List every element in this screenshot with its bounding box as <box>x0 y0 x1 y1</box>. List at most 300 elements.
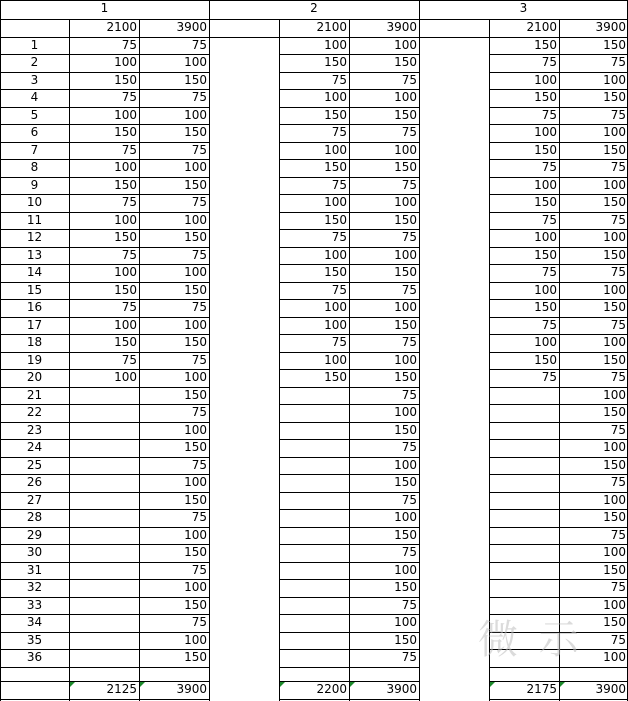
table-cell[interactable]: 100 <box>534 230 557 244</box>
table-cell[interactable]: 75 <box>610 107 626 122</box>
row-label[interactable]: 22 <box>26 405 43 419</box>
table-cell[interactable]: 100 <box>394 352 417 367</box>
table-cell[interactable] <box>489 387 559 405</box>
table-cell[interactable]: 150 <box>534 300 557 314</box>
grid-line <box>0 404 209 405</box>
grid-line <box>419 0 420 701</box>
table-cell[interactable] <box>69 474 139 492</box>
row-label[interactable]: 36 <box>26 650 43 664</box>
table-cell[interactable]: 100 <box>324 90 347 104</box>
table-cell[interactable]: 75 <box>331 230 347 244</box>
table-cell[interactable]: 150 <box>534 142 557 157</box>
table-cell[interactable]: 150 <box>394 55 417 69</box>
table-cell[interactable]: 100 <box>394 562 417 577</box>
table-cell[interactable]: 150 <box>603 562 626 577</box>
row-label[interactable]: 3 <box>30 72 39 87</box>
table-cell[interactable]: 100 <box>603 282 626 297</box>
table-cell[interactable] <box>489 457 559 475</box>
table-cell[interactable]: 150 <box>394 527 417 542</box>
table-cell[interactable]: 75 <box>191 195 207 209</box>
table-cell[interactable]: 100 <box>184 580 207 594</box>
table-cell[interactable]: 75 <box>541 160 557 174</box>
table-cell[interactable] <box>69 457 139 475</box>
table-cell[interactable]: 75 <box>401 440 417 454</box>
row-label[interactable]: 2 <box>30 55 39 69</box>
table-cell[interactable] <box>279 632 349 650</box>
table-cell[interactable]: 150 <box>534 247 557 262</box>
group-header[interactable]: 3 <box>519 1 528 15</box>
table-cell[interactable]: 150 <box>184 282 207 297</box>
table-cell[interactable] <box>279 649 349 667</box>
grid-line <box>0 649 209 650</box>
table-cell[interactable]: 75 <box>401 125 417 139</box>
table-cell[interactable]: 75 <box>191 510 207 524</box>
row-label[interactable]: 32 <box>26 580 43 594</box>
row-label[interactable]: 12 <box>26 230 43 244</box>
table-cell[interactable]: 75 <box>401 597 417 612</box>
table-cell[interactable]: 150 <box>114 230 137 244</box>
table-cell[interactable]: 75 <box>541 212 557 227</box>
table-cell[interactable]: 100 <box>184 107 207 122</box>
table-cell[interactable]: 100 <box>603 335 626 349</box>
table-cell[interactable]: 150 <box>114 335 137 349</box>
grid-line <box>0 369 209 370</box>
table-cell[interactable] <box>69 562 139 580</box>
table-cell[interactable] <box>279 544 349 562</box>
table-cell[interactable]: 150 <box>184 650 207 664</box>
grid-line <box>0 317 209 318</box>
table-cell[interactable]: 100 <box>603 650 626 664</box>
table-cell[interactable]: 75 <box>121 195 137 209</box>
table-cell[interactable] <box>489 439 559 457</box>
table-cell[interactable]: 100 <box>603 440 626 454</box>
table-cell[interactable] <box>279 457 349 475</box>
table-cell[interactable]: 100 <box>394 405 417 419</box>
grid-line <box>0 159 209 160</box>
row-label[interactable]: 7 <box>30 142 39 157</box>
total-cell[interactable]: 3900 <box>595 682 626 696</box>
table-cell[interactable] <box>69 387 139 405</box>
table-cell[interactable]: 75 <box>191 405 207 419</box>
table-cell[interactable] <box>69 579 139 597</box>
total-cell[interactable]: 2200 <box>316 682 347 696</box>
table-cell[interactable]: 100 <box>184 370 207 384</box>
table-cell[interactable] <box>279 439 349 457</box>
table-cell[interactable]: 100 <box>184 632 207 647</box>
table-cell[interactable] <box>69 439 139 457</box>
row-label[interactable]: 18 <box>26 335 43 349</box>
row-label[interactable]: 28 <box>26 510 43 524</box>
grid-line <box>0 0 1 701</box>
table-cell[interactable]: 100 <box>324 37 347 52</box>
table-cell[interactable] <box>69 544 139 562</box>
table-cell[interactable]: 150 <box>394 212 417 227</box>
error-indicator-icon <box>140 682 145 687</box>
row-label[interactable]: 10 <box>26 195 43 209</box>
table-cell[interactable]: 150 <box>324 55 347 69</box>
group-header[interactable]: 2 <box>310 1 318 15</box>
table-cell[interactable] <box>489 614 559 632</box>
grid-line <box>0 544 209 545</box>
row-label[interactable]: 13 <box>26 247 43 262</box>
table-cell[interactable]: 150 <box>184 440 207 454</box>
table-cell[interactable]: 75 <box>191 352 207 367</box>
error-indicator-icon <box>350 682 355 687</box>
column-header[interactable]: 3900 <box>176 20 207 34</box>
grid-line <box>0 422 209 423</box>
table-cell[interactable]: 100 <box>114 317 137 332</box>
table-cell[interactable]: 75 <box>191 247 207 262</box>
table-cell[interactable] <box>279 614 349 632</box>
table-cell[interactable]: 75 <box>191 615 207 629</box>
column-header[interactable]: 2100 <box>106 20 137 34</box>
table-cell[interactable] <box>279 527 349 545</box>
table-cell[interactable]: 150 <box>603 247 626 262</box>
table-cell[interactable]: 75 <box>541 107 557 122</box>
table-cell[interactable]: 150 <box>394 370 417 384</box>
table-cell[interactable] <box>489 649 559 667</box>
table-cell[interactable]: 100 <box>603 72 626 87</box>
table-cell[interactable]: 150 <box>394 475 417 489</box>
table-cell[interactable]: 150 <box>394 265 417 279</box>
table-cell[interactable]: 100 <box>603 387 626 402</box>
grid-line <box>0 37 209 38</box>
total-cell[interactable]: 2125 <box>106 682 137 696</box>
table-cell[interactable]: 75 <box>191 142 207 157</box>
table-cell[interactable] <box>279 404 349 422</box>
table-cell[interactable] <box>279 509 349 527</box>
table-cell[interactable]: 150 <box>184 72 207 87</box>
table-cell[interactable]: 150 <box>394 422 417 437</box>
row-label[interactable]: 27 <box>26 492 43 507</box>
grid-line <box>0 177 209 178</box>
table-cell[interactable]: 100 <box>394 90 417 104</box>
table-cell[interactable]: 100 <box>184 475 207 489</box>
table-cell[interactable]: 100 <box>394 300 417 314</box>
table-cell[interactable]: 100 <box>324 300 347 314</box>
row-label[interactable]: 16 <box>26 300 43 314</box>
table-cell[interactable]: 150 <box>603 352 626 367</box>
grid-line <box>139 0 140 701</box>
row-label[interactable]: 33 <box>26 597 43 612</box>
table-cell[interactable]: 100 <box>114 370 137 384</box>
table-cell[interactable]: 100 <box>184 527 207 542</box>
table-cell[interactable] <box>279 562 349 580</box>
table-cell[interactable]: 150 <box>394 160 417 174</box>
row-label[interactable]: 24 <box>26 440 43 454</box>
table-cell[interactable]: 100 <box>324 195 347 209</box>
table-cell[interactable]: 75 <box>610 212 626 227</box>
table-cell[interactable]: 75 <box>121 90 137 104</box>
table-cell[interactable]: 100 <box>394 247 417 262</box>
table-cell[interactable]: 100 <box>394 142 417 157</box>
table-cell[interactable]: 75 <box>121 142 137 157</box>
table-cell[interactable]: 75 <box>191 300 207 314</box>
table-cell[interactable]: 150 <box>324 212 347 227</box>
table-cell[interactable]: 150 <box>114 125 137 139</box>
table-cell[interactable]: 75 <box>610 370 626 384</box>
table-cell[interactable]: 100 <box>603 125 626 139</box>
table-cell[interactable]: 150 <box>184 597 207 612</box>
grid-line <box>0 299 209 300</box>
table-cell[interactable]: 150 <box>534 37 557 52</box>
table-cell[interactable] <box>489 404 559 422</box>
table-cell[interactable]: 100 <box>184 422 207 437</box>
table-cell[interactable]: 100 <box>534 177 557 192</box>
row-label[interactable]: 21 <box>26 387 43 402</box>
table-cell[interactable]: 100 <box>603 492 626 507</box>
table-cell[interactable]: 150 <box>324 370 347 384</box>
table-cell[interactable]: 75 <box>610 317 626 332</box>
table-cell[interactable] <box>69 597 139 615</box>
table-cell[interactable]: 150 <box>184 230 207 244</box>
table-cell[interactable] <box>69 404 139 422</box>
table-cell[interactable]: 75 <box>121 300 137 314</box>
total-cell[interactable]: 3900 <box>176 682 207 696</box>
table-cell[interactable]: 150 <box>603 457 626 472</box>
total-cell[interactable]: 3900 <box>386 682 417 696</box>
table-cell[interactable]: 150 <box>324 265 347 279</box>
table-cell[interactable]: 75 <box>610 527 626 542</box>
table-cell[interactable]: 75 <box>610 475 626 489</box>
table-cell[interactable]: 150 <box>394 632 417 647</box>
table-cell[interactable] <box>489 579 559 597</box>
row-label[interactable]: 1 <box>30 37 39 52</box>
table-cell[interactable] <box>279 474 349 492</box>
table-cell[interactable] <box>69 492 139 510</box>
table-cell[interactable]: 150 <box>394 317 417 332</box>
table-cell[interactable]: 100 <box>324 352 347 367</box>
row-label[interactable]: 11 <box>26 212 43 227</box>
table-cell[interactable]: 150 <box>603 510 626 524</box>
grid-line <box>0 562 209 563</box>
table-cell[interactable] <box>489 544 559 562</box>
table-cell[interactable]: 100 <box>184 212 207 227</box>
table-cell[interactable]: 100 <box>184 265 207 279</box>
error-indicator-icon <box>280 682 285 687</box>
table-cell[interactable]: 150 <box>534 90 557 104</box>
table-cell[interactable] <box>489 562 559 580</box>
table-cell[interactable]: 150 <box>534 195 557 209</box>
table-cell[interactable]: 75 <box>331 177 347 192</box>
row-label[interactable]: 15 <box>26 282 43 297</box>
table-cell[interactable]: 75 <box>331 72 347 87</box>
grid-line <box>0 124 209 125</box>
row-label[interactable]: 23 <box>26 422 43 437</box>
table-cell[interactable]: 100 <box>184 317 207 332</box>
table-cell[interactable]: 100 <box>394 615 417 629</box>
table-cell[interactable] <box>489 492 559 510</box>
table-cell[interactable]: 75 <box>401 545 417 559</box>
table-cell[interactable]: 150 <box>114 282 137 297</box>
table-cell[interactable]: 75 <box>610 580 626 594</box>
table-cell[interactable] <box>69 614 139 632</box>
table-cell[interactable]: 75 <box>331 125 347 139</box>
table-cell[interactable]: 100 <box>114 265 137 279</box>
grid-line <box>0 667 209 668</box>
row-label[interactable]: 14 <box>26 265 43 279</box>
table-cell[interactable] <box>279 597 349 615</box>
table-cell[interactable]: 100 <box>184 160 207 174</box>
group-header[interactable]: 1 <box>100 1 109 15</box>
grid-line <box>0 229 209 230</box>
table-cell[interactable]: 75 <box>331 282 347 297</box>
table-cell[interactable]: 150 <box>184 492 207 507</box>
grid-line <box>0 614 209 615</box>
table-cell[interactable] <box>489 527 559 545</box>
table-cell[interactable]: 150 <box>114 177 137 192</box>
table-cell[interactable]: 75 <box>401 177 417 192</box>
table-cell[interactable] <box>489 597 559 615</box>
table-cell[interactable]: 150 <box>324 107 347 122</box>
column-header[interactable]: 2100 <box>316 20 347 34</box>
table-cell[interactable] <box>279 579 349 597</box>
table-cell[interactable]: 150 <box>184 125 207 139</box>
row-label[interactable]: 29 <box>26 527 43 542</box>
grid-line <box>0 212 209 213</box>
table-cell[interactable] <box>69 509 139 527</box>
table-cell[interactable]: 75 <box>541 265 557 279</box>
table-cell[interactable]: 150 <box>603 615 626 629</box>
table-cell[interactable]: 75 <box>121 352 137 367</box>
table-cell[interactable]: 100 <box>324 317 347 332</box>
table-cell[interactable]: 100 <box>394 510 417 524</box>
table-cell[interactable]: 150 <box>394 107 417 122</box>
table-cell[interactable]: 75 <box>121 37 137 52</box>
table-cell[interactable]: 75 <box>610 265 626 279</box>
grid-line <box>209 37 279 38</box>
table-cell[interactable] <box>279 492 349 510</box>
table-cell[interactable]: 150 <box>394 580 417 594</box>
table-cell[interactable] <box>489 509 559 527</box>
table-cell[interactable]: 100 <box>114 160 137 174</box>
table-cell[interactable] <box>69 649 139 667</box>
grid-line <box>279 0 280 701</box>
row-label[interactable]: 9 <box>30 177 39 192</box>
table-cell[interactable]: 75 <box>121 247 137 262</box>
row-label[interactable]: 20 <box>26 370 43 384</box>
table-cell[interactable]: 75 <box>401 335 417 349</box>
column-header[interactable]: 2100 <box>526 20 557 34</box>
row-label[interactable]: 31 <box>26 562 43 577</box>
table-cell[interactable] <box>69 422 139 440</box>
row-label[interactable]: 26 <box>26 475 43 489</box>
table-cell[interactable]: 75 <box>401 492 417 507</box>
table-cell[interactable]: 100 <box>394 37 417 52</box>
table-cell[interactable]: 100 <box>114 107 137 122</box>
row-label[interactable]: 17 <box>26 317 43 332</box>
row-label[interactable]: 35 <box>26 632 43 647</box>
table-cell[interactable]: 75 <box>541 55 557 69</box>
table-cell[interactable]: 100 <box>394 457 417 472</box>
table-cell[interactable]: 75 <box>401 230 417 244</box>
column-header[interactable]: 3900 <box>386 20 417 34</box>
table-cell[interactable]: 100 <box>324 247 347 262</box>
grid-line <box>489 0 490 701</box>
table-cell[interactable]: 75 <box>331 335 347 349</box>
table-cell[interactable]: 75 <box>191 37 207 52</box>
table-cell[interactable]: 100 <box>534 72 557 87</box>
table-cell[interactable]: 75 <box>401 650 417 664</box>
grid-line <box>0 509 209 510</box>
table-cell[interactable]: 150 <box>603 37 626 52</box>
row-label[interactable]: 30 <box>26 545 43 559</box>
row-label[interactable]: 8 <box>30 160 39 174</box>
table-cell[interactable]: 100 <box>603 597 626 612</box>
table-cell[interactable] <box>489 632 559 650</box>
row-label[interactable]: 6 <box>30 125 39 139</box>
table-cell[interactable]: 75 <box>401 72 417 87</box>
table-cell[interactable]: 150 <box>184 335 207 349</box>
table-cell[interactable] <box>489 422 559 440</box>
table-cell[interactable]: 100 <box>114 212 137 227</box>
error-indicator-icon <box>70 682 75 687</box>
table-cell[interactable]: 150 <box>603 405 626 419</box>
table-cell[interactable]: 100 <box>603 177 626 192</box>
row-label[interactable]: 25 <box>26 457 43 472</box>
table-cell[interactable]: 150 <box>114 72 137 87</box>
table-cell[interactable]: 75 <box>191 90 207 104</box>
table-cell[interactable]: 100 <box>534 125 557 139</box>
table-cell[interactable]: 75 <box>610 632 626 647</box>
grid-line <box>559 0 560 701</box>
table-cell[interactable]: 150 <box>603 90 626 104</box>
table-cell[interactable] <box>69 527 139 545</box>
table-cell[interactable]: 100 <box>534 335 557 349</box>
table-cell[interactable]: 75 <box>541 370 557 384</box>
table-cell[interactable]: 150 <box>184 545 207 559</box>
total-cell[interactable]: 2175 <box>526 682 557 696</box>
grid-line <box>0 699 209 700</box>
table-cell[interactable]: 150 <box>603 300 626 314</box>
table-cell[interactable]: 100 <box>184 55 207 69</box>
table-cell[interactable] <box>279 387 349 405</box>
table-cell[interactable]: 150 <box>603 142 626 157</box>
table-cell[interactable] <box>279 422 349 440</box>
table-cell[interactable]: 100 <box>534 282 557 297</box>
table-cell[interactable]: 100 <box>394 195 417 209</box>
table-cell[interactable]: 75 <box>191 562 207 577</box>
row-label[interactable]: 5 <box>30 107 39 122</box>
grid-line <box>0 54 209 55</box>
table-cell[interactable]: 75 <box>401 387 417 402</box>
row-label[interactable]: 4 <box>30 90 39 104</box>
grid-line <box>0 632 209 633</box>
table-cell[interactable]: 75 <box>610 160 626 174</box>
table-cell[interactable]: 150 <box>603 195 626 209</box>
table-cell[interactable]: 100 <box>603 545 626 559</box>
row-label[interactable]: 34 <box>26 615 43 629</box>
table-cell[interactable]: 100 <box>114 55 137 69</box>
table-cell[interactable]: 75 <box>401 282 417 297</box>
table-cell[interactable]: 100 <box>324 142 347 157</box>
table-cell[interactable]: 75 <box>191 457 207 472</box>
table-cell[interactable]: 150 <box>324 160 347 174</box>
column-header[interactable]: 3900 <box>595 20 626 34</box>
table-cell[interactable] <box>489 474 559 492</box>
table-cell[interactable]: 75 <box>610 422 626 437</box>
grid-line <box>209 0 210 701</box>
grid-line <box>0 264 209 265</box>
table-cell[interactable]: 75 <box>541 317 557 332</box>
table-cell[interactable]: 75 <box>610 55 626 69</box>
table-cell[interactable] <box>69 632 139 650</box>
table-cell[interactable]: 100 <box>603 230 626 244</box>
table-cell[interactable]: 150 <box>184 387 207 402</box>
table-cell[interactable]: 150 <box>534 352 557 367</box>
table-cell[interactable]: 150 <box>184 177 207 192</box>
row-label[interactable]: 19 <box>26 352 43 367</box>
